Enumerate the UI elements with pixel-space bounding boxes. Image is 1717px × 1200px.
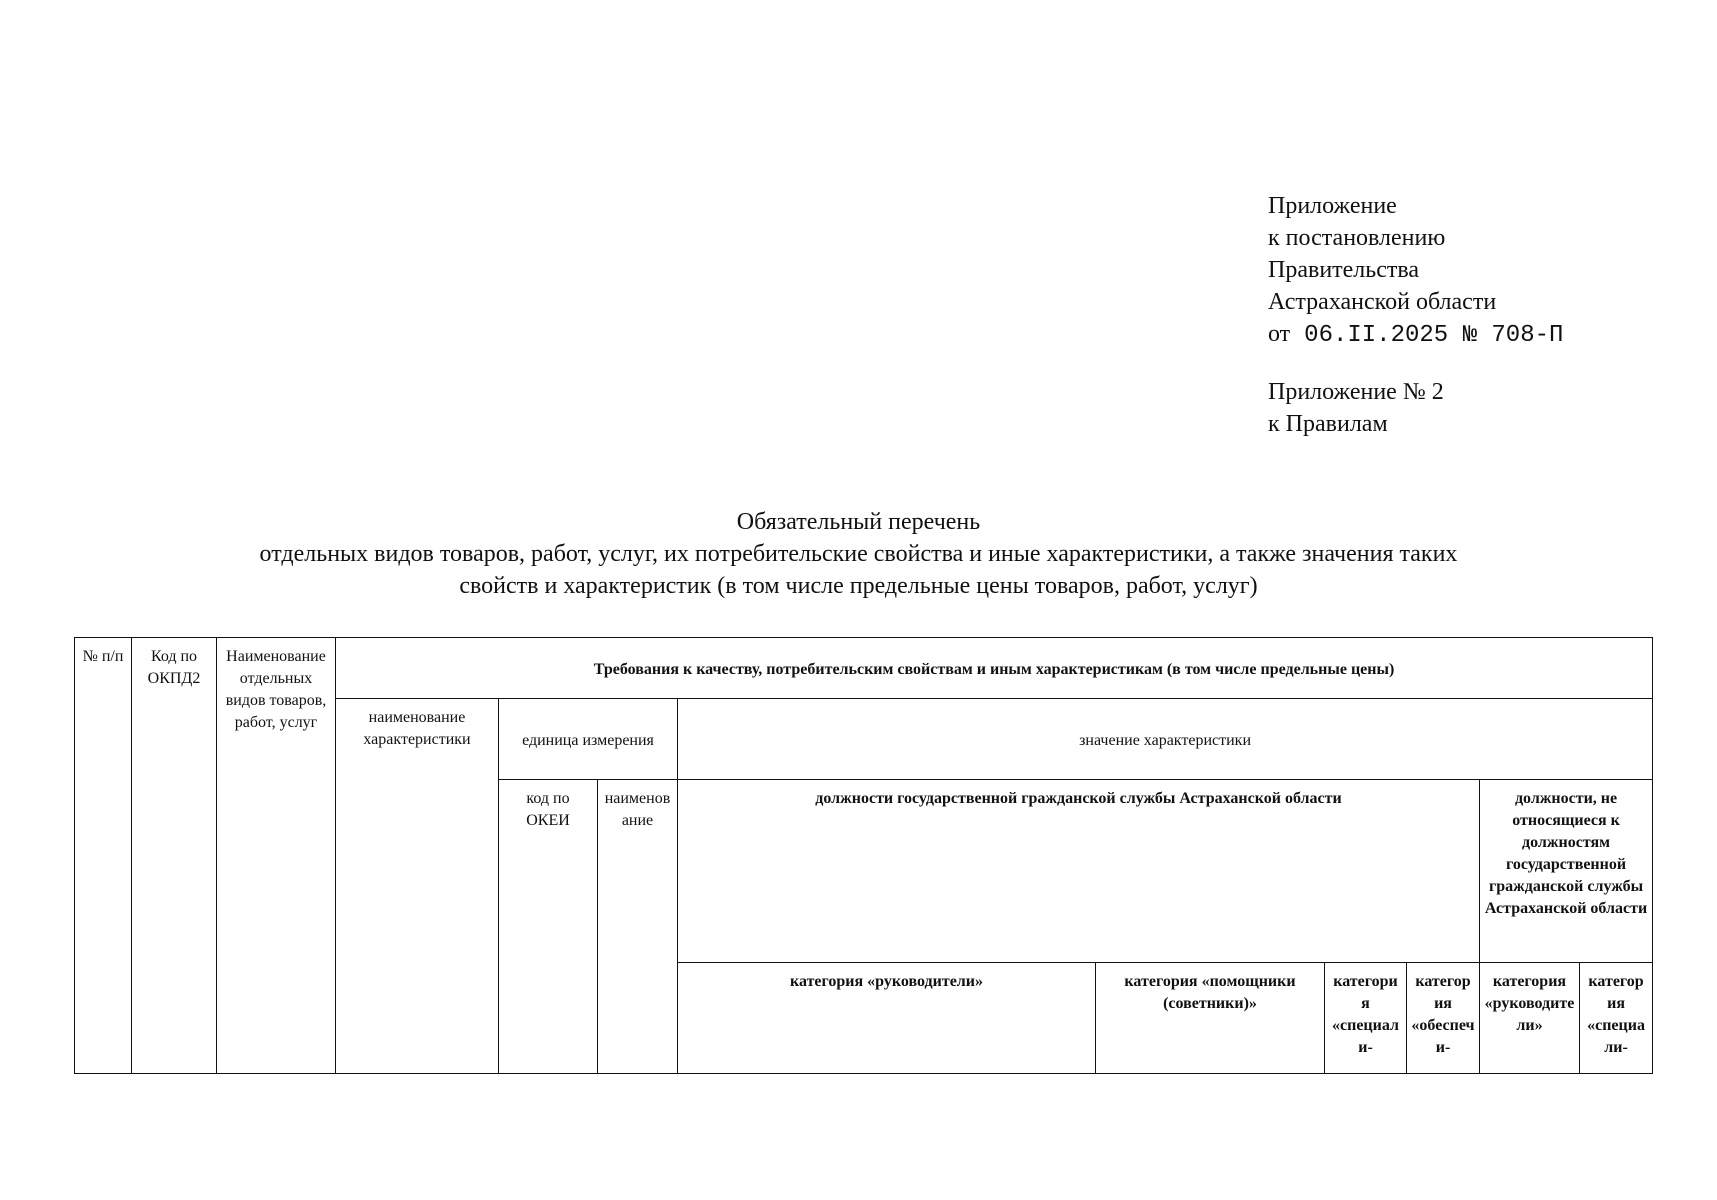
approval-date-number: 06.II.2025 № 708-П xyxy=(1304,322,1564,349)
header-cat-specialists-2 xyxy=(1580,963,1653,1074)
header-unit: единица измерения xyxy=(499,699,678,780)
header-okei-code: код по ОКЕИ xyxy=(499,780,598,1074)
cat-support-text: категория «обеспечи- xyxy=(1411,973,1475,1056)
header-item-name: Наименование отдельных видов товаров, работ, услуг xyxy=(217,638,336,1074)
annex-line-2: к Правилам xyxy=(1268,411,1388,437)
approval-gap xyxy=(1268,352,1563,376)
annex-line-1: Приложение № 2 xyxy=(1268,379,1444,405)
header-gov-positions: должности государственной гражданской службы Астраханской области xyxy=(678,780,1480,963)
header-non-gov-positions: должности, не относящиеся к должностям государственной гражданской службы Астраханской области xyxy=(1480,780,1653,963)
header-cat-leaders: категория «руководители» xyxy=(678,963,1096,1074)
title-line-3: свойств и характеристик (в том числе предельные цены товаров, работ, услуг) xyxy=(459,573,1258,599)
header-cat-leaders-2: категория «руководители» xyxy=(1480,963,1580,1074)
header-requirements: Требования к качеству, потребительским свойствам и иным характеристикам (в том числе предельные цены) xyxy=(336,638,1653,699)
approval-date-line xyxy=(1268,318,1563,352)
cat-specialists-2-text: категория «специали- xyxy=(1587,973,1645,1056)
requirements-table xyxy=(74,637,1653,1074)
approval-line-3: Правительства xyxy=(1268,257,1420,283)
header-char-name: наименование характеристики xyxy=(336,699,499,1074)
header-unit-name: наименование xyxy=(598,780,678,1074)
title-line-1: Обязательный перечень xyxy=(736,509,981,535)
approval-block xyxy=(1268,190,1563,440)
header-cat-assistants: категория «помощники (советники)» xyxy=(1096,963,1325,1074)
header-char-value: значение характеристики xyxy=(678,699,1653,780)
header-cat-specialists xyxy=(1325,963,1407,1074)
approval-line-4: Астраханской области xyxy=(1268,289,1497,315)
title-line-2: отдельных видов товаров, работ, услуг, их потребительские свойства и иные характеристики, а также значения таких xyxy=(259,541,1458,567)
document-title xyxy=(100,506,1617,602)
cat-specialists-text: категория «специали- xyxy=(1332,973,1399,1056)
approval-line-1: Приложение xyxy=(1268,193,1397,219)
header-okpd: Код по ОКПД2 xyxy=(132,638,217,1074)
approval-line-2: к постановлению xyxy=(1268,225,1446,251)
header-num: № п/п xyxy=(75,638,132,1074)
approval-from-prefix: от xyxy=(1268,321,1291,347)
header-cat-support xyxy=(1407,963,1480,1074)
